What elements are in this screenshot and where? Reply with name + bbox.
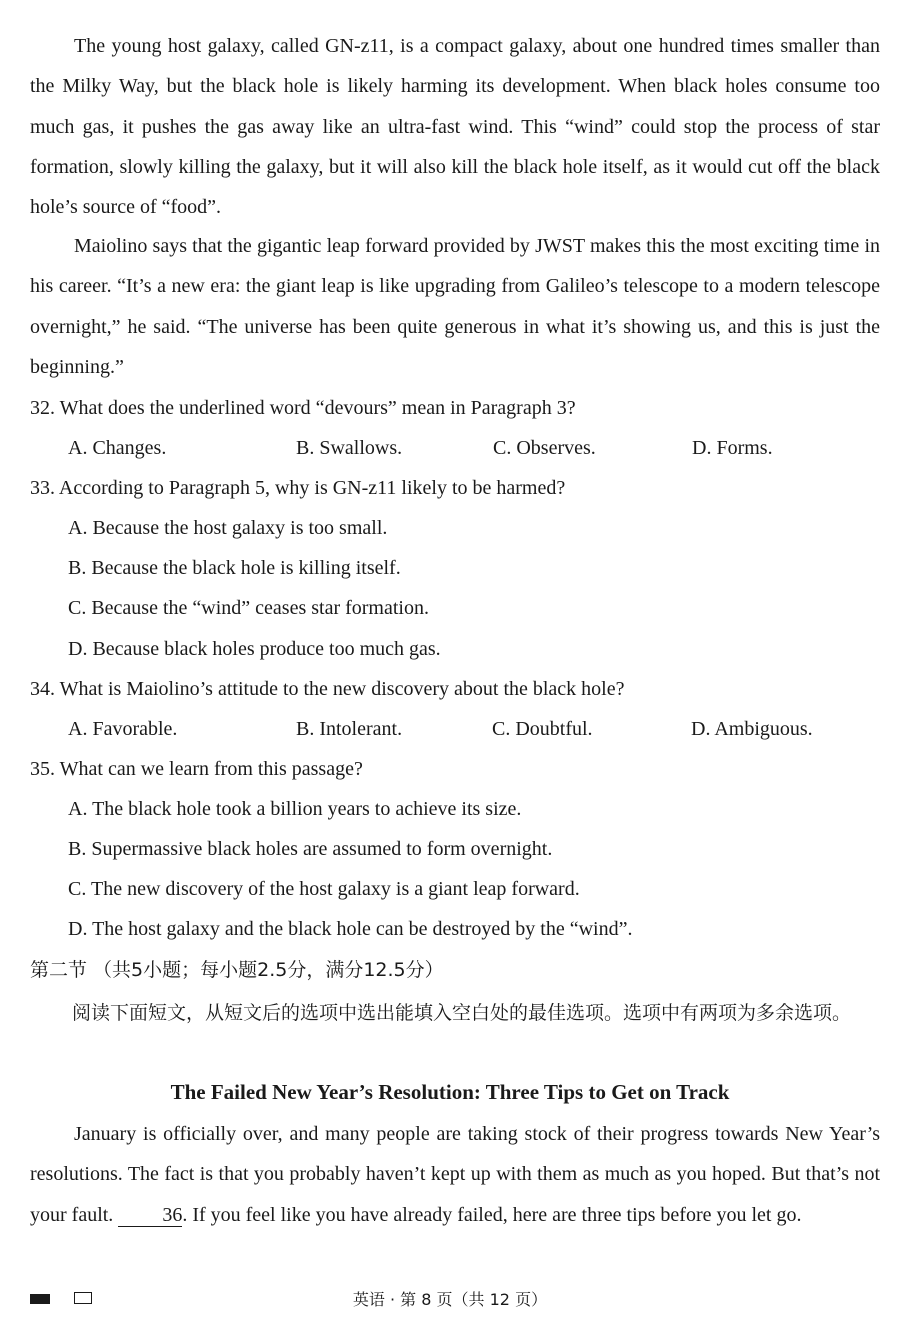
passage-title: The Failed New Year’s Resolution: Three Tips to Get on Track <box>170 1080 730 1104</box>
page-footer <box>0 1285 900 1315</box>
question-33-option-d[interactable]: D. Because black holes produce too much gas. <box>68 638 441 660</box>
question-32-stem-start: 32. What does the underlined word “ <box>30 397 325 419</box>
section-2-paragraph-1-start: January is officially over, and many people are taking stock of their progress towards New Year’s resolutions. The fact is that you probably haven’t kept up with them as much as you hoped. But that’s not your fault. <box>30 1123 880 1226</box>
passage-paragraph-1: The young host galaxy, called GN-z11, is a compact galaxy, about one hundred times smaller than the Milky Way, but the black hole is likely harming its development. When black holes consume too much gas, it pushes the gas away like an ultra-fast wind. This “wind” could stop the process of star formation, slowly killing the galaxy, but it will also kill the black hole itself, as it would cut off the black hole’s source of “food”. <box>30 35 880 219</box>
section-2-paragraph-1 <box>30 1114 880 1235</box>
question-35-option-d[interactable]: D. The host galaxy and the black hole can be destroyed by the “wind”. <box>68 918 633 940</box>
question-32-stem <box>30 393 880 423</box>
question-32-keyword: devours <box>324 397 388 419</box>
question-32-option-a[interactable]: A. Changes. <box>68 437 167 459</box>
question-32-option-b[interactable]: B. Swallows. <box>296 437 403 459</box>
section-2-paragraph-1-end: . If you feel like you have already failed, here are three tips before you let go. <box>182 1203 802 1226</box>
question-34-option-d[interactable]: D. Ambiguous. <box>691 718 813 740</box>
question-33-option-a[interactable]: A. Because the host galaxy is too small. <box>68 517 388 539</box>
section-2-instruction: 阅读下面短文，从短文后的选项中选出能填入空白处的最佳选项。选项中有两项为多余选项。 <box>72 1002 852 1024</box>
section-2-heading: 第二节 （共5小题；每小题2.5分，满分12.5分） <box>30 959 444 981</box>
question-33-option-b[interactable]: B. Because the black hole is killing itself. <box>68 557 401 579</box>
passage-paragraph-2: Maiolino says that the gigantic leap forward provided by JWST makes this the most exciting time in his career. “It’s a new era: the giant leap is like upgrading from Galileo’s telescope to a modern telescope overnight,” he said. “The universe has been quite generous in what it’s showing us, and this is just the beginning.” <box>30 235 880 378</box>
question-35-option-c[interactable]: C. The new discovery of the host galaxy is a giant leap forward. <box>68 878 580 900</box>
question-34-option-b[interactable]: B. Intolerant. <box>296 718 403 740</box>
question-32-options <box>68 433 880 463</box>
question-32-option-d[interactable]: D. Forms. <box>692 437 773 459</box>
question-35-stem: 35. What can we learn from this passage? <box>30 758 363 780</box>
page-number: 英语 · 第 8 页（共 12 页） <box>352 1290 548 1309</box>
question-35-option-b[interactable]: B. Supermassive black holes are assumed to form overnight. <box>68 838 553 860</box>
question-34-stem: 34. What is Maiolino’s attitude to the new discovery about the black hole? <box>30 678 625 700</box>
question-32-option-c[interactable]: C. Observes. <box>493 437 596 459</box>
question-33-stem: 33. According to Paragraph 5, why is GN-z11 likely to be harmed? <box>30 477 566 499</box>
question-34-option-c[interactable]: C. Doubtful. <box>492 718 593 740</box>
question-35-option-a[interactable]: A. The black hole took a billion years to achieve its size. <box>68 798 522 820</box>
question-32-stem-end: ” mean in Paragraph 3? <box>387 397 576 419</box>
question-34-option-a[interactable]: A. Favorable. <box>68 718 178 740</box>
question-33-option-c[interactable]: C. Because the “wind” ceases star formation. <box>68 597 429 619</box>
blank-36[interactable]: 36 <box>118 1204 182 1227</box>
question-34-options <box>68 714 880 744</box>
